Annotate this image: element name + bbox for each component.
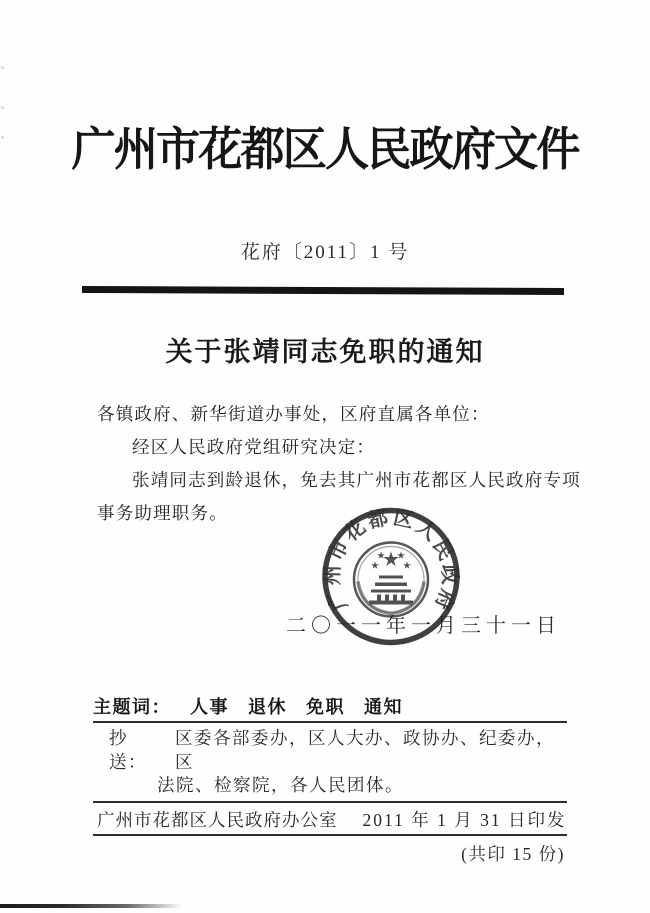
cc-line: 法院、检察院，各人民团体。	[157, 775, 404, 795]
document-number: 花府〔2011〕1 号	[240, 242, 410, 263]
document-footer	[93, 693, 567, 866]
scan-artifact-dot	[1, 66, 4, 69]
subject-term: 退休	[248, 697, 287, 717]
body-line: 事务助理职务。	[97, 503, 228, 523]
cc-label: 抄送：	[109, 728, 147, 772]
national-emblem-icon	[354, 543, 428, 617]
scan-artifact-dot	[1, 136, 4, 139]
scan-artifact-dot	[1, 106, 4, 109]
subject-label: 主题词：	[93, 697, 171, 717]
issuer-row	[93, 803, 567, 834]
scan-artifact-streak	[0, 904, 182, 908]
print-date: 2011 年 1 月 31 日印发	[362, 809, 567, 830]
seal-ring-text: 广州市花都区人民政府	[321, 506, 461, 614]
issuer-office: 广州市花都区人民政府办公室	[97, 809, 338, 830]
notice-title: 关于张靖同志免职的通知	[165, 337, 485, 367]
issuing-org-title: 广州市花都区人民政府文件	[71, 124, 579, 175]
subject-term: 人事	[190, 697, 229, 717]
signature-date: 二〇一一年一月三十一日	[286, 615, 561, 637]
cc-line: 区委各部委办，区人大办、政协办、纪委办，区	[175, 728, 555, 772]
header-separator-rule	[82, 286, 564, 295]
cc-block	[93, 723, 567, 801]
copies-note: (共印 15 份)	[461, 843, 565, 864]
body-line-salutation: 各镇政府、新华街道办事处，区府直属各单位：	[97, 404, 490, 424]
official-seal	[320, 505, 462, 648]
subject-term: 免职	[306, 697, 345, 717]
body-line: 经区人民政府党组研究决定：	[132, 437, 376, 457]
subject-term: 通知	[364, 697, 403, 717]
body-line: 张靖同志到龄退休，免去其广州市花都区人民政府专项	[132, 470, 581, 490]
subject-terms-row	[93, 693, 567, 721]
